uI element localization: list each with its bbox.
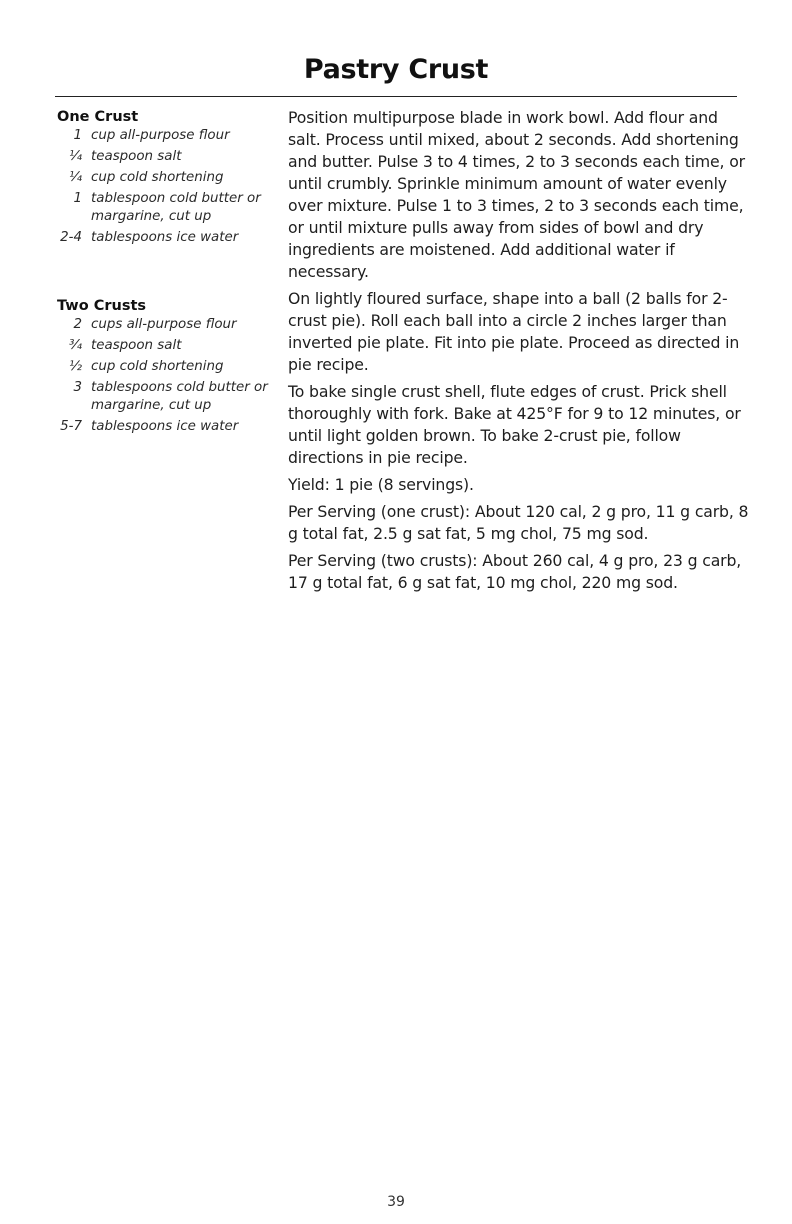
ingredient-item: [57, 229, 272, 247]
ingredient-text: tablespoon cold butter or margarine, cut up: [91, 191, 261, 224]
ingredient-quantity: 2-4: [60, 230, 82, 245]
ingredient-text: teaspoon salt: [91, 149, 182, 164]
ingredient-quantity: 3: [73, 380, 82, 395]
ingredient-text: cup all-purpose flour: [91, 128, 230, 143]
ingredient-item: [57, 190, 272, 226]
ingredient-item: [57, 148, 272, 166]
ingredient-text: tablespoons ice water: [91, 230, 239, 245]
method-paragraph: Position multipurpose blade in work bowl. Add flour and salt. Process until mixed, about 2 seconds. Add shortening and butter. Pulse 3 to 4 times, 2 to 3 seconds each time, or until crumbly. Sprinkle minimum amount of water evenly over mixture. Pulse 1 to 3 times, 2 to 3 seconds each time, or until mixture pulls away from sides of bowl and dry ingredients are moistened. Add additional water if necessary.: [288, 108, 745, 281]
ingredient-text: tablespoons ice water: [91, 419, 239, 434]
ingredient-text: teaspoon salt: [91, 338, 182, 353]
ingredient-text: cup cold shortening: [91, 170, 224, 185]
ingredient-item: [57, 358, 272, 376]
baking-paragraph: To bake single crust shell, flute edges of crust. Prick shell thoroughly with fork. Bake at 425°F for 9 to 12 minutes, or until light golden brown. To bake 2-crust pie, follow directions in pie recipe.: [288, 382, 741, 467]
yield-text: Yield: 1 pie (8 servings).: [288, 475, 474, 494]
title-divider: [55, 96, 737, 97]
one-crust-group: [57, 108, 272, 247]
ingredient-quantity: 2: [73, 317, 82, 332]
ingredient-text: cup cold shortening: [91, 359, 224, 374]
page-title: Pastry Crust: [303, 54, 489, 85]
two-crusts-heading: Two Crusts: [57, 298, 147, 314]
ingredient-text: tablespoons cold butter or margarine, cut up: [91, 380, 268, 413]
ingredient-quantity: 5-7: [60, 419, 82, 434]
ingredient-item: [57, 127, 272, 145]
ingredient-item: [57, 316, 272, 334]
ingredient-item: [57, 337, 272, 355]
directions-column: [288, 107, 750, 599]
nutrition-one-crust: Per Serving (one crust): About 120 cal, 2 g pro, 11 g carb, 8 g total fat, 2.5 g sat fat, 5 mg chol, 75 mg sod.: [288, 502, 749, 543]
one-crust-heading: One Crust: [57, 109, 139, 125]
ingredient-quantity: ¾: [69, 338, 82, 353]
ingredients-column: [57, 108, 272, 439]
ingredient-quantity: 1: [73, 191, 82, 206]
ingredient-item: [57, 169, 272, 187]
ingredient-quantity: 1: [73, 128, 82, 143]
ingredient-text: cups all-purpose flour: [91, 317, 237, 332]
page-number: 39: [387, 1194, 405, 1210]
shaping-paragraph: On lightly floured surface, shape into a ball (2 balls for 2-crust pie). Roll each ball into a circle 2 inches larger than inverted pie plate. Fit into pie plate. Proceed as directed in pie recipe.: [288, 289, 740, 374]
nutrition-two-crusts: Per Serving (two crusts): About 260 cal, 4 g pro, 23 g carb, 17 g total fat, 6 g sat fat, 10 mg chol, 220 mg sod.: [288, 551, 742, 592]
ingredient-item: [57, 379, 272, 415]
ingredient-quantity: ½: [69, 359, 82, 374]
ingredient-quantity: ¼: [69, 170, 82, 185]
ingredient-quantity: ¼: [69, 149, 82, 164]
two-crusts-group: [57, 297, 272, 436]
ingredient-item: [57, 418, 272, 436]
